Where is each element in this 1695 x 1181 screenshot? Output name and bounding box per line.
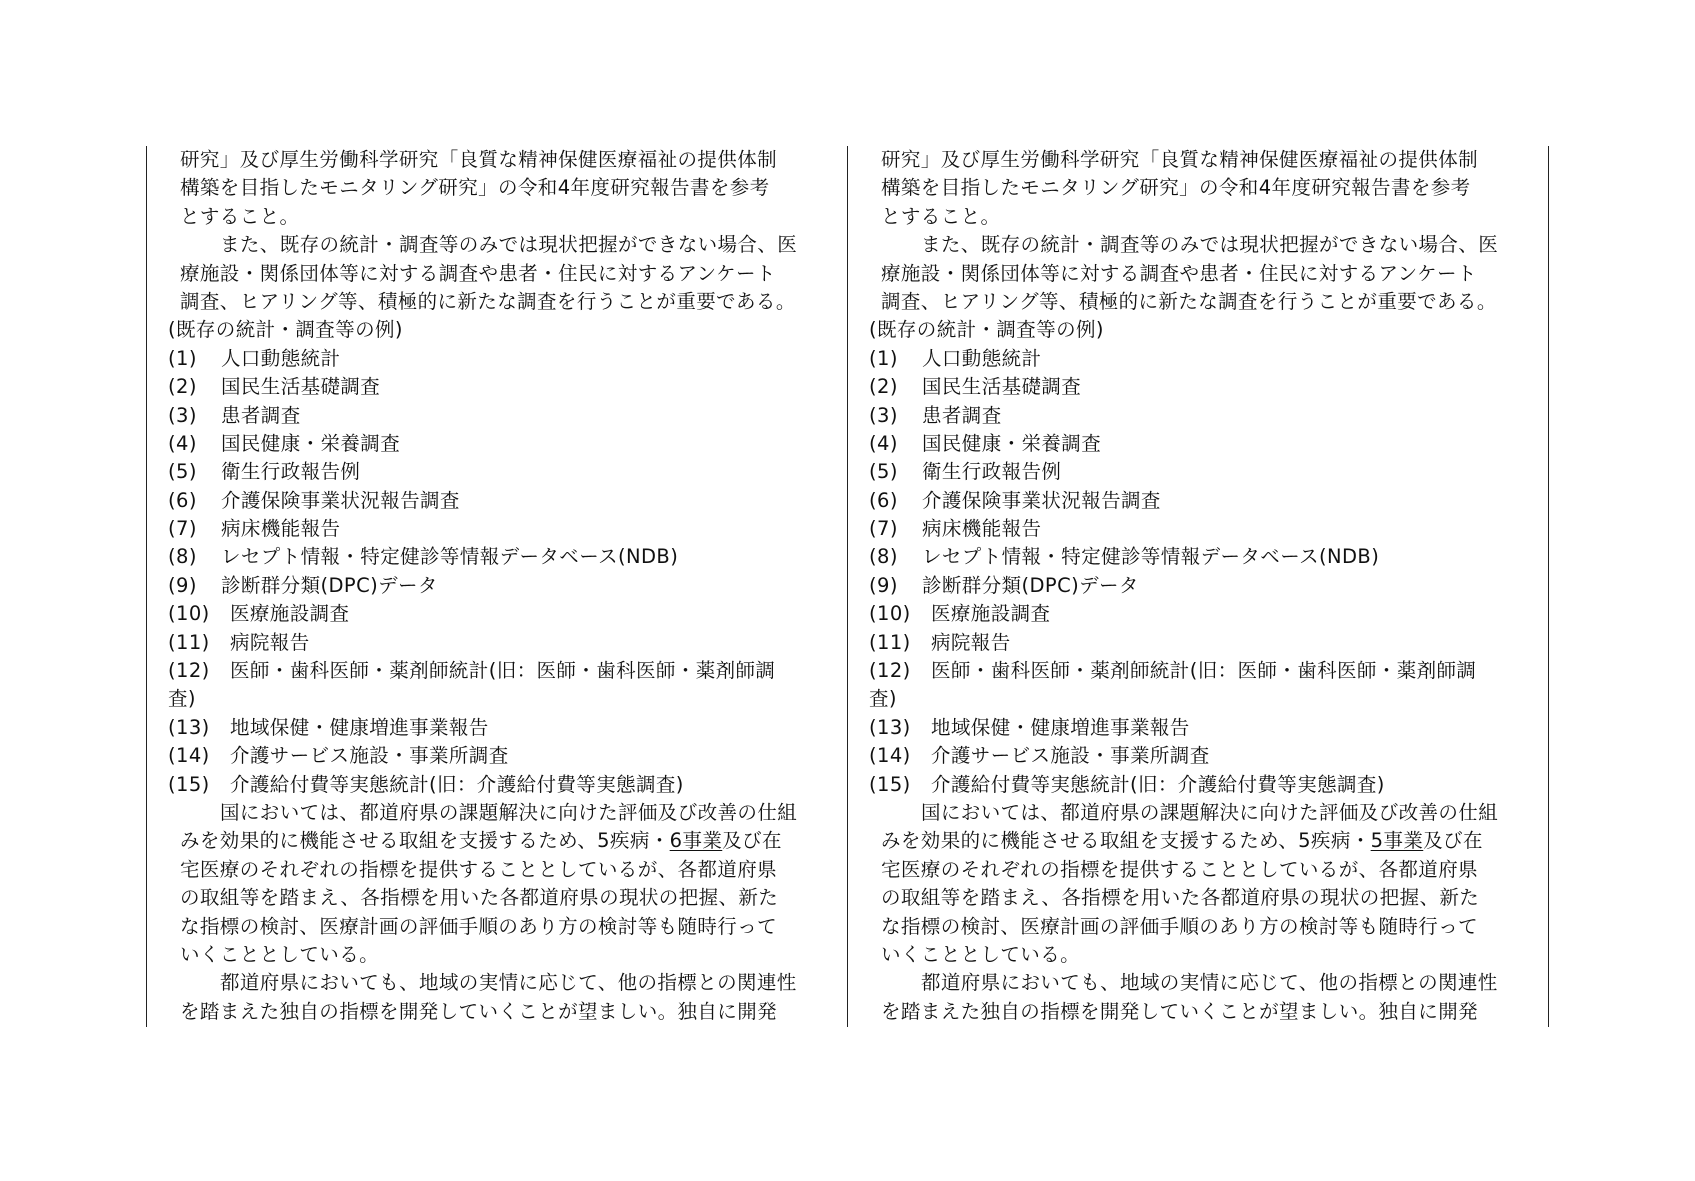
list-item [168,685,840,713]
list-item-text: 介護保険事業状況報告調査 [922,488,1161,512]
list-item-text: 地域保健・健康増進事業報告 [230,715,489,739]
paragraph-line [180,827,840,855]
list-item-text: 病院報告 [230,630,310,654]
intro-line: とすること。 [881,204,1001,228]
list-item [869,402,1541,430]
paragraph-line: の取組等を踏まえ、各指標を用いた各都道府県の現状の把握、新た [180,886,779,910]
list-item-text: 国民生活基礎調査 [221,375,381,399]
list-item-number: (4) [168,431,197,455]
list-item-text: 国民健康・栄養調査 [221,431,401,455]
list-item-number: (2) [869,375,898,399]
paragraph-line: いくこととしている。 [180,942,380,966]
list-item-text: 診断群分類(DPC)データ [922,573,1139,597]
left-border-rule [146,146,147,1027]
paragraph-line: 調査、ヒアリング等、積極的に新たな調査を行うことが重要である。 [881,289,1497,313]
list-item [869,373,1541,401]
list-item-text: 患者調査 [922,403,1002,427]
paragraph-line: 都道府県においても、地域の実情に応じて、他の指標との関連性 [220,971,797,995]
list-item-number: (10) [869,602,911,626]
paragraph-line: 都道府県においても、地域の実情に応じて、他の指標との関連性 [921,971,1498,995]
paragraph-line: な指標の検討、医療計画の評価手順のあり方の検討等も随時行って [881,914,1479,938]
list-item-number: (3) [168,403,197,427]
paragraph-line: 国においては、都道府県の課題解決に向けた評価及び改善の仕組 [220,800,798,824]
paragraph-line: を踏まえた独自の指標を開発していくことが望ましい。独自に開発 [180,999,778,1023]
list-item-number: (8) [869,545,898,569]
list-item [869,685,1541,713]
list-item-number: (13) [869,715,911,739]
paragraph-line: 国においては、都道府県の課題解決に向けた評価及び改善の仕組 [921,800,1499,824]
list-item [168,430,840,458]
text-segment: みを効果的に機能させる取組を支援するため、5疾病・ [180,829,670,853]
list-item-text: 国民健康・栄養調査 [922,431,1102,455]
list-item [869,714,1541,742]
list-item-text: 医療施設調査 [931,602,1051,626]
list-item [869,543,1541,571]
list-item-text: 医師・歯科医師・薬剤師統計(旧：医師・歯科医師・薬剤師調 [931,659,1477,683]
list-item [869,657,1541,685]
list-item-number: (15) [869,772,911,796]
paragraph-line: 療施設・関係団体等に対する調査や患者・住民に対するアンケート [180,261,776,285]
list-item-text: 人口動態統計 [221,346,341,370]
list-item-text: 衛生行政報告例 [221,460,361,484]
right-column [869,146,1541,1026]
list-item-number: (11) [168,630,210,654]
list-item [869,515,1541,543]
list-item [168,373,840,401]
list-item-text: 人口動態統計 [922,346,1042,370]
list-item [869,600,1541,628]
list-item [869,345,1541,373]
list-item-number: (7) [168,517,197,541]
paragraph-line: また、既存の統計・調査等のみでは現状把握ができない場合、医 [921,233,1499,257]
list-item [168,572,840,600]
underlined-revision: 5事業 [1370,829,1424,853]
list-item-number: (2) [168,375,197,399]
paragraph-line: の取組等を踏まえ、各指標を用いた各都道府県の現状の把握、新た [881,886,1480,910]
intro-line: とすること。 [180,204,300,228]
list-item-number: (6) [869,488,898,512]
list-item [168,629,840,657]
paragraph-line: な指標の検討、医療計画の評価手順のあり方の検討等も随時行って [180,914,778,938]
list-item-text: 国民生活基礎調査 [922,375,1082,399]
list-item-number: (14) [869,744,911,768]
list-item-text: 介護サービス施設・事業所調査 [931,744,1210,768]
list-item-text: 介護サービス施設・事業所調査 [230,744,509,768]
list-item [869,771,1541,799]
list-item-number: (7) [869,517,898,541]
list-item-number: (12) [869,659,911,683]
paragraph-line: を踏まえた独自の指標を開発していくことが望ましい。独自に開発 [881,999,1479,1023]
left-column [168,146,840,1026]
right-border-rule [1548,146,1549,1027]
list-item-text: 査) [168,687,196,711]
list-item-text: 病床機能報告 [221,517,341,541]
list-item [869,742,1541,770]
paragraph-line: 宅医療のそれぞれの指標を提供することとしているが、各都道府県 [180,857,778,881]
list-item-text: レセプト情報・特定健診等情報データベース(NDB) [922,545,1380,569]
intro-line: 研究」及び厚生労働科学研究「良質な精神保健医療福祉の提供体制 [180,148,778,171]
list-item-text: 地域保健・健康増進事業報告 [931,715,1190,739]
list-item-number: (6) [168,488,197,512]
list-item-text: レセプト情報・特定健診等情報データベース(NDB) [221,545,679,569]
paragraph-line: 宅医療のそれぞれの指標を提供することとしているが、各都道府県 [881,857,1479,881]
paragraph-line: また、既存の統計・調査等のみでは現状把握ができない場合、医 [220,233,798,257]
intro-line: 研究」及び厚生労働科学研究「良質な精神保健医療福祉の提供体制 [881,148,1479,171]
underlined-revision: 6事業 [669,829,723,853]
list-item [168,742,840,770]
list-item-number: (5) [168,460,197,484]
list-item [168,600,840,628]
list-item-text: 介護保険事業状況報告調査 [221,488,460,512]
list-item [869,487,1541,515]
center-divider-rule [847,146,848,1027]
list-item [168,657,840,685]
list-item-number: (9) [168,573,197,597]
list-item-text: 衛生行政報告例 [922,460,1062,484]
text-segment: 及び在 [1423,829,1483,853]
paragraph-line: 調査、ヒアリング等、積極的に新たな調査を行うことが重要である。 [180,289,796,313]
list-item-text: 介護給付費等実態統計(旧：介護給付費等実態調査) [931,772,1385,796]
paragraph-line: 療施設・関係団体等に対する調査や患者・住民に対するアンケート [881,261,1477,285]
list-item [869,629,1541,657]
list-item-text: 診断群分類(DPC)データ [221,573,438,597]
list-item-number: (3) [869,403,898,427]
list-heading: (既存の統計・調査等の例) [168,318,403,342]
intro-line: 構築を目指したモニタリング研究」の令和4年度研究報告書を参考 [180,176,770,200]
list-item [168,487,840,515]
list-item [168,515,840,543]
list-item [869,458,1541,486]
list-item-number: (15) [168,772,210,796]
list-item-text: 査) [869,687,897,711]
list-item [869,430,1541,458]
list-item-text: 病床機能報告 [922,517,1042,541]
list-item-number: (11) [869,630,911,654]
list-heading: (既存の統計・調査等の例) [869,318,1104,342]
intro-line: 構築を目指したモニタリング研究」の令和4年度研究報告書を参考 [881,176,1471,200]
list-item [168,771,840,799]
list-item-text: 介護給付費等実態統計(旧：介護給付費等実態調査) [230,772,684,796]
list-item-number: (5) [869,460,898,484]
list-item-number: (4) [869,431,898,455]
list-item-number: (1) [869,346,898,370]
paragraph-line: いくこととしている。 [881,942,1081,966]
text-segment: 及び在 [722,829,782,853]
list-item-text: 病院報告 [931,630,1011,654]
list-item-number: (10) [168,602,210,626]
list-item [168,714,840,742]
list-item [168,458,840,486]
list-item-number: (13) [168,715,210,739]
list-item-text: 医師・歯科医師・薬剤師統計(旧：医師・歯科医師・薬剤師調 [230,659,776,683]
list-item-text: 患者調査 [221,403,301,427]
list-item [869,572,1541,600]
list-item [168,543,840,571]
list-item-number: (14) [168,744,210,768]
paragraph-line [881,827,1541,855]
list-item-number: (12) [168,659,210,683]
list-item-number: (1) [168,346,197,370]
list-item [168,402,840,430]
list-item-text: 医療施設調査 [230,602,350,626]
list-item [168,345,840,373]
text-segment: みを効果的に機能させる取組を支援するため、5疾病・ [881,829,1371,853]
list-item-number: (8) [168,545,197,569]
list-item-number: (9) [869,573,898,597]
